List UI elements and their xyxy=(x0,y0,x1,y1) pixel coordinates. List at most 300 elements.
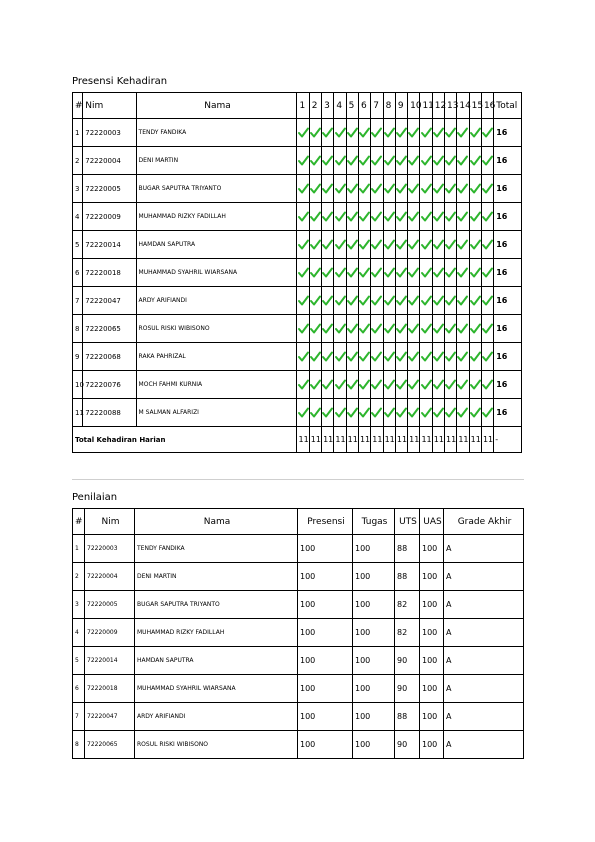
attendance-check-cell xyxy=(420,147,432,175)
check-mark-icon xyxy=(384,295,395,306)
attendance-check-cell xyxy=(481,175,493,203)
attendance-header-cell: 14 xyxy=(457,93,469,119)
student-nim: 72220047 xyxy=(85,703,135,731)
check-mark-icon xyxy=(482,127,493,138)
check-mark-icon xyxy=(445,351,456,362)
student-nim: 72220009 xyxy=(83,203,136,231)
final-grade: A xyxy=(444,619,524,647)
check-mark-icon xyxy=(371,351,382,362)
attendance-row xyxy=(73,147,522,175)
attendance-check-cell xyxy=(408,231,420,259)
final-grade: A xyxy=(444,703,524,731)
attendance-header-cell: Total xyxy=(494,93,522,119)
attendance-check-cell xyxy=(322,203,334,231)
attendance-check-cell xyxy=(371,175,383,203)
attendance-check-cell xyxy=(322,175,334,203)
attendance-check-cell xyxy=(445,147,457,175)
presensi-score: 100 xyxy=(298,675,353,703)
attendance-check-cell xyxy=(322,147,334,175)
attendance-check-cell xyxy=(445,315,457,343)
attendance-check-cell xyxy=(469,371,481,399)
attendance-check-cell xyxy=(457,119,469,147)
uas-score: 100 xyxy=(420,675,444,703)
check-mark-icon xyxy=(322,239,333,250)
student-name: RAKA PAHRIZAL xyxy=(136,343,297,371)
attendance-check-cell xyxy=(346,175,358,203)
student-name: ARDY ARIFIANDI xyxy=(135,703,298,731)
attendance-check-cell xyxy=(481,371,493,399)
check-mark-icon xyxy=(396,239,407,250)
row-number: 1 xyxy=(73,119,83,147)
attendance-check-cell xyxy=(309,343,321,371)
check-mark-icon xyxy=(482,183,493,194)
presensi-score: 100 xyxy=(298,563,353,591)
check-mark-icon xyxy=(470,295,481,306)
check-mark-icon xyxy=(384,323,395,334)
check-mark-icon xyxy=(457,323,468,334)
attendance-check-cell xyxy=(469,259,481,287)
attendance-total: 16 xyxy=(494,343,522,371)
check-mark-icon xyxy=(420,295,431,306)
row-number: 2 xyxy=(73,563,85,591)
attendance-check-cell xyxy=(358,147,370,175)
attendance-check-cell xyxy=(408,371,420,399)
check-mark-icon xyxy=(408,407,419,418)
attendance-check-cell xyxy=(309,175,321,203)
student-name: MUHAMMAD SYAHRIL WIARSANA xyxy=(135,675,298,703)
attendance-check-cell xyxy=(420,287,432,315)
daily-total-value: 11 xyxy=(358,427,370,453)
attendance-check-cell xyxy=(346,399,358,427)
check-mark-icon xyxy=(482,351,493,362)
attendance-check-cell xyxy=(432,371,444,399)
grades-header-cell: UAS xyxy=(420,509,444,535)
attendance-check-cell xyxy=(445,259,457,287)
attendance-check-cell xyxy=(445,175,457,203)
attendance-check-cell xyxy=(383,259,395,287)
check-mark-icon xyxy=(420,323,431,334)
check-mark-icon xyxy=(420,155,431,166)
attendance-check-cell xyxy=(432,315,444,343)
student-nim: 72220076 xyxy=(83,371,136,399)
student-name: BUGAR SAPUTRA TRIYANTO xyxy=(135,591,298,619)
check-mark-icon xyxy=(371,407,382,418)
check-mark-icon xyxy=(359,351,370,362)
attendance-check-cell xyxy=(334,119,346,147)
attendance-header-cell: 13 xyxy=(445,93,457,119)
attendance-check-cell xyxy=(432,119,444,147)
check-mark-icon xyxy=(457,295,468,306)
student-name: HAMDAN SAPUTRA xyxy=(136,231,297,259)
attendance-check-cell xyxy=(334,203,346,231)
attendance-check-cell xyxy=(395,231,407,259)
attendance-check-cell xyxy=(457,231,469,259)
check-mark-icon xyxy=(470,183,481,194)
check-mark-icon xyxy=(445,407,456,418)
attendance-check-cell xyxy=(469,175,481,203)
row-number: 5 xyxy=(73,231,83,259)
attendance-check-cell xyxy=(322,315,334,343)
row-number: 5 xyxy=(73,647,85,675)
check-mark-icon xyxy=(322,267,333,278)
row-number: 6 xyxy=(73,259,83,287)
check-mark-icon xyxy=(334,379,345,390)
grades-header-cell: # xyxy=(73,509,85,535)
section-divider xyxy=(72,479,524,480)
check-mark-icon xyxy=(310,239,321,250)
check-mark-icon xyxy=(457,407,468,418)
attendance-check-cell xyxy=(346,259,358,287)
attendance-total: 16 xyxy=(494,203,522,231)
attendance-check-cell xyxy=(346,287,358,315)
check-mark-icon xyxy=(310,127,321,138)
attendance-check-cell xyxy=(371,343,383,371)
uas-score: 100 xyxy=(420,647,444,675)
check-mark-icon xyxy=(297,407,308,418)
tugas-score: 100 xyxy=(353,619,395,647)
check-mark-icon xyxy=(347,127,358,138)
attendance-check-cell xyxy=(358,259,370,287)
attendance-check-cell xyxy=(420,315,432,343)
attendance-check-cell xyxy=(420,399,432,427)
check-mark-icon xyxy=(297,239,308,250)
daily-total-label: Total Kehadiran Harian xyxy=(73,427,297,453)
attendance-check-cell xyxy=(481,259,493,287)
check-mark-icon xyxy=(445,211,456,222)
tugas-score: 100 xyxy=(353,563,395,591)
check-mark-icon xyxy=(359,183,370,194)
uts-score: 90 xyxy=(395,675,420,703)
row-number: 8 xyxy=(73,731,85,759)
attendance-footer-row xyxy=(73,427,522,453)
uts-score: 88 xyxy=(395,535,420,563)
grades-header-cell: Nim xyxy=(85,509,135,535)
attendance-check-cell xyxy=(346,315,358,343)
check-mark-icon xyxy=(457,351,468,362)
attendance-check-cell xyxy=(297,259,309,287)
presensi-score: 100 xyxy=(298,703,353,731)
attendance-check-cell xyxy=(383,343,395,371)
check-mark-icon xyxy=(297,211,308,222)
check-mark-icon xyxy=(470,323,481,334)
attendance-check-cell xyxy=(408,175,420,203)
attendance-check-cell xyxy=(432,399,444,427)
uas-score: 100 xyxy=(420,591,444,619)
attendance-check-cell xyxy=(432,147,444,175)
check-mark-icon xyxy=(408,183,419,194)
attendance-row xyxy=(73,315,522,343)
grades-row xyxy=(73,535,524,563)
attendance-check-cell xyxy=(371,259,383,287)
attendance-check-cell xyxy=(408,287,420,315)
attendance-check-cell xyxy=(297,147,309,175)
attendance-check-cell xyxy=(457,147,469,175)
attendance-check-cell xyxy=(297,203,309,231)
uts-score: 88 xyxy=(395,563,420,591)
attendance-check-cell xyxy=(395,259,407,287)
attendance-check-cell xyxy=(432,175,444,203)
attendance-check-cell xyxy=(371,147,383,175)
check-mark-icon xyxy=(334,155,345,166)
attendance-check-cell xyxy=(469,119,481,147)
attendance-check-cell xyxy=(346,203,358,231)
student-name: TENDY FANDIKA xyxy=(135,535,298,563)
row-number: 7 xyxy=(73,703,85,731)
check-mark-icon xyxy=(396,407,407,418)
attendance-check-cell xyxy=(457,203,469,231)
student-name: MOCH FAHMI KURNIA xyxy=(136,371,297,399)
attendance-check-cell xyxy=(383,287,395,315)
check-mark-icon xyxy=(297,267,308,278)
attendance-row xyxy=(73,203,522,231)
attendance-check-cell xyxy=(395,343,407,371)
row-number: 3 xyxy=(73,591,85,619)
check-mark-icon xyxy=(408,127,419,138)
presensi-score: 100 xyxy=(298,591,353,619)
check-mark-icon xyxy=(297,323,308,334)
check-mark-icon xyxy=(445,127,456,138)
check-mark-icon xyxy=(359,407,370,418)
attendance-check-cell xyxy=(445,203,457,231)
check-mark-icon xyxy=(420,183,431,194)
attendance-row xyxy=(73,371,522,399)
attendance-header-cell: 16 xyxy=(481,93,493,119)
check-mark-icon xyxy=(297,127,308,138)
check-mark-icon xyxy=(482,155,493,166)
check-mark-icon xyxy=(408,323,419,334)
check-mark-icon xyxy=(433,407,444,418)
check-mark-icon xyxy=(371,239,382,250)
attendance-check-cell xyxy=(481,231,493,259)
attendance-check-cell xyxy=(358,119,370,147)
student-nim: 72220047 xyxy=(83,287,136,315)
check-mark-icon xyxy=(384,127,395,138)
check-mark-icon xyxy=(371,295,382,306)
attendance-check-cell xyxy=(297,399,309,427)
attendance-check-cell xyxy=(297,343,309,371)
daily-total-value: 11 xyxy=(297,427,309,453)
attendance-check-cell xyxy=(346,119,358,147)
attendance-check-cell xyxy=(432,259,444,287)
student-nim: 72220018 xyxy=(85,675,135,703)
attendance-check-cell xyxy=(481,315,493,343)
attendance-check-cell xyxy=(445,287,457,315)
attendance-header-cell: 5 xyxy=(346,93,358,119)
check-mark-icon xyxy=(433,295,444,306)
row-number: 7 xyxy=(73,287,83,315)
row-number: 11 xyxy=(73,399,83,427)
attendance-check-cell xyxy=(334,259,346,287)
row-number: 4 xyxy=(73,203,83,231)
attendance-check-cell xyxy=(469,203,481,231)
check-mark-icon xyxy=(359,211,370,222)
attendance-total: 16 xyxy=(494,315,522,343)
footer-total: - xyxy=(494,427,522,453)
attendance-check-cell xyxy=(383,315,395,343)
attendance-check-cell xyxy=(469,343,481,371)
final-grade: A xyxy=(444,675,524,703)
attendance-check-cell xyxy=(481,147,493,175)
check-mark-icon xyxy=(396,267,407,278)
attendance-check-cell xyxy=(383,203,395,231)
check-mark-icon xyxy=(297,183,308,194)
check-mark-icon xyxy=(408,379,419,390)
check-mark-icon xyxy=(297,155,308,166)
check-mark-icon xyxy=(347,183,358,194)
attendance-check-cell xyxy=(358,175,370,203)
student-name: MUHAMMAD RIZKY FADILLAH xyxy=(135,619,298,647)
attendance-check-cell xyxy=(420,203,432,231)
daily-total-value: 11 xyxy=(309,427,321,453)
student-name: ROSUL RISKI WIBISONO xyxy=(136,315,297,343)
check-mark-icon xyxy=(482,323,493,334)
attendance-check-cell xyxy=(358,343,370,371)
attendance-header-cell: 3 xyxy=(322,93,334,119)
daily-total-value: 11 xyxy=(334,427,346,453)
check-mark-icon xyxy=(482,211,493,222)
check-mark-icon xyxy=(420,239,431,250)
check-mark-icon xyxy=(457,239,468,250)
attendance-check-cell xyxy=(309,147,321,175)
attendance-check-cell xyxy=(309,231,321,259)
check-mark-icon xyxy=(408,155,419,166)
student-nim: 72220004 xyxy=(83,147,136,175)
attendance-check-cell xyxy=(297,371,309,399)
check-mark-icon xyxy=(420,407,431,418)
grades-row xyxy=(73,563,524,591)
attendance-check-cell xyxy=(346,147,358,175)
attendance-header-cell: 15 xyxy=(469,93,481,119)
check-mark-icon xyxy=(445,239,456,250)
attendance-total: 16 xyxy=(494,231,522,259)
check-mark-icon xyxy=(384,155,395,166)
grades-row xyxy=(73,731,524,759)
attendance-total: 16 xyxy=(494,371,522,399)
check-mark-icon xyxy=(384,407,395,418)
attendance-check-cell xyxy=(469,399,481,427)
check-mark-icon xyxy=(420,351,431,362)
presensi-score: 100 xyxy=(298,647,353,675)
check-mark-icon xyxy=(470,127,481,138)
attendance-check-cell xyxy=(322,371,334,399)
daily-total-value: 11 xyxy=(383,427,395,453)
check-mark-icon xyxy=(396,183,407,194)
daily-total-value: 11 xyxy=(346,427,358,453)
row-number: 9 xyxy=(73,343,83,371)
check-mark-icon xyxy=(433,183,444,194)
row-number: 2 xyxy=(73,147,83,175)
check-mark-icon xyxy=(310,323,321,334)
check-mark-icon xyxy=(347,211,358,222)
check-mark-icon xyxy=(359,267,370,278)
check-mark-icon xyxy=(420,267,431,278)
check-mark-icon xyxy=(371,323,382,334)
attendance-check-cell xyxy=(309,203,321,231)
check-mark-icon xyxy=(457,183,468,194)
row-number: 1 xyxy=(73,535,85,563)
attendance-check-cell xyxy=(445,343,457,371)
uas-score: 100 xyxy=(420,535,444,563)
attendance-check-cell xyxy=(457,315,469,343)
check-mark-icon xyxy=(334,183,345,194)
check-mark-icon xyxy=(457,155,468,166)
attendance-check-cell xyxy=(371,315,383,343)
student-nim: 72220065 xyxy=(83,315,136,343)
attendance-check-cell xyxy=(395,287,407,315)
row-number: 8 xyxy=(73,315,83,343)
check-mark-icon xyxy=(384,239,395,250)
check-mark-icon xyxy=(445,295,456,306)
attendance-check-cell xyxy=(309,259,321,287)
attendance-header-cell: 11 xyxy=(420,93,432,119)
grades-row xyxy=(73,591,524,619)
uts-score: 82 xyxy=(395,619,420,647)
attendance-check-cell xyxy=(457,287,469,315)
attendance-check-cell xyxy=(395,119,407,147)
check-mark-icon xyxy=(310,379,321,390)
attendance-total: 16 xyxy=(494,147,522,175)
attendance-check-cell xyxy=(481,399,493,427)
row-number: 10 xyxy=(73,371,83,399)
check-mark-icon xyxy=(334,239,345,250)
attendance-check-cell xyxy=(383,399,395,427)
student-nim: 72220004 xyxy=(85,563,135,591)
attendance-check-cell xyxy=(395,147,407,175)
check-mark-icon xyxy=(334,295,345,306)
attendance-check-cell xyxy=(408,259,420,287)
check-mark-icon xyxy=(420,379,431,390)
check-mark-icon xyxy=(445,323,456,334)
check-mark-icon xyxy=(322,407,333,418)
attendance-check-cell xyxy=(420,175,432,203)
attendance-check-cell xyxy=(395,175,407,203)
check-mark-icon xyxy=(482,295,493,306)
check-mark-icon xyxy=(445,155,456,166)
check-mark-icon xyxy=(334,323,345,334)
attendance-check-cell xyxy=(445,399,457,427)
check-mark-icon xyxy=(457,379,468,390)
attendance-check-cell xyxy=(481,119,493,147)
attendance-check-cell xyxy=(371,287,383,315)
check-mark-icon xyxy=(322,295,333,306)
attendance-check-cell xyxy=(309,287,321,315)
uas-score: 100 xyxy=(420,703,444,731)
check-mark-icon xyxy=(396,323,407,334)
grades-header-cell: Grade Akhir xyxy=(444,509,524,535)
grades-title: Penilaian xyxy=(72,492,118,503)
check-mark-icon xyxy=(310,407,321,418)
daily-total-value: 11 xyxy=(445,427,457,453)
attendance-check-cell xyxy=(371,119,383,147)
check-mark-icon xyxy=(310,211,321,222)
student-nim: 72220088 xyxy=(83,399,136,427)
attendance-check-cell xyxy=(432,343,444,371)
row-number: 6 xyxy=(73,675,85,703)
attendance-check-cell xyxy=(457,371,469,399)
check-mark-icon xyxy=(334,407,345,418)
check-mark-icon xyxy=(482,267,493,278)
attendance-check-cell xyxy=(408,119,420,147)
final-grade: A xyxy=(444,591,524,619)
grades-row xyxy=(73,703,524,731)
attendance-header-cell: 6 xyxy=(358,93,370,119)
check-mark-icon xyxy=(371,127,382,138)
check-mark-icon xyxy=(408,351,419,362)
check-mark-icon xyxy=(408,295,419,306)
attendance-check-cell xyxy=(322,119,334,147)
check-mark-icon xyxy=(347,351,358,362)
attendance-check-cell xyxy=(445,371,457,399)
